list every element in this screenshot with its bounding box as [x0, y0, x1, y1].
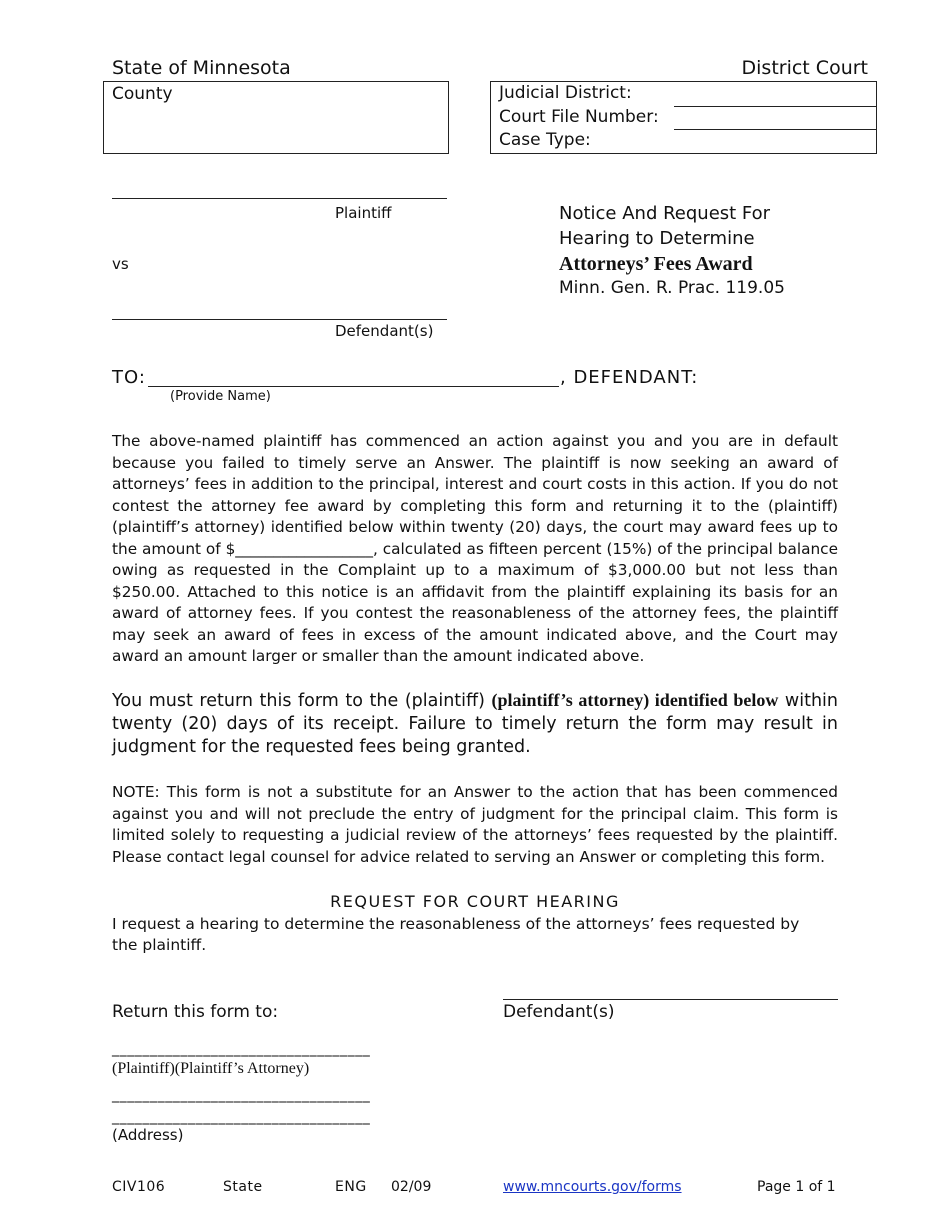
- title-line-1: Notice And Request For: [559, 203, 771, 224]
- defendant-name-field[interactable]: [148, 386, 559, 387]
- case-info-box: [490, 81, 877, 154]
- return-name-blank[interactable]: __________________________________: [112, 1041, 371, 1057]
- plaintiff-label: Plaintiff: [335, 204, 392, 222]
- page-number: Page 1 of 1: [757, 1179, 836, 1195]
- return-text-end: within twenty (20) days of its receipt. Failure to timely return the form may result in judgment for the requested fees being granted.: [112, 691, 838, 757]
- court-file-number-field[interactable]: [674, 129, 877, 130]
- request-heading: REQUEST FOR COURT HEARING: [330, 892, 620, 911]
- plaintiff-name-line[interactable]: [112, 198, 447, 199]
- address-blank-2[interactable]: __________________________________: [112, 1109, 371, 1125]
- defendant-to-label: , DEFENDANT:: [560, 367, 699, 388]
- title-rule: Minn. Gen. R. Prac. 119.05: [559, 278, 785, 298]
- title-line-3: Attorneys’ Fees Award: [559, 253, 753, 275]
- address-label: (Address): [112, 1126, 184, 1144]
- address-blank-1[interactable]: __________________________________: [112, 1087, 371, 1103]
- return-form-label: Return this form to:: [112, 1002, 279, 1022]
- case-type-label: Case Type:: [499, 130, 591, 150]
- vs-label: vs: [112, 255, 129, 273]
- return-text-bold: (plaintiff’s attorney) identified below: [491, 690, 779, 710]
- return-text-start: You must return this form to the (plaintiff): [112, 691, 492, 711]
- forms-link[interactable]: www.mncourts.gov/forms: [503, 1179, 682, 1195]
- judicial-district-label: Judicial District:: [499, 83, 632, 103]
- county-label: County: [112, 84, 173, 104]
- footer-form-code: CIV106: [112, 1179, 166, 1195]
- request-text: I request a hearing to determine the reasonableness of the attorneys’ fees requested by the plaintiff.: [112, 915, 800, 954]
- return-instructions: [112, 689, 838, 759]
- court-file-number-label: Court File Number:: [499, 107, 659, 127]
- footer-date: 02/09: [391, 1179, 432, 1195]
- title-line-2: Hearing to Determine: [559, 228, 755, 249]
- to-label: TO:: [112, 367, 146, 388]
- notice-paragraph: The above-named plaintiff has commenced an action against you and you are in default because you failed to timely serve an Answer. The plaintiff is now seeking an award of attorneys’ fees in addition to the principal, interest and court costs in this action. If you do not contest the attorney fee award by completing this form and returning it to the (plaintiff) (plaintiff’s attorney) identified below within twenty (20) days, the court may award fees up to the amount of $__________________, calculated as fifteen percent (15%) of the principal balance owing as requested in the Complaint up to a maximum of $3,000.00 but not less than $250.00. Attached to this notice is an affidavit from the plaintiff explaining its basis for an award of attorney fees. If you contest the reasonableness of the attorney fees, the plaintiff may seek an award of fees in excess of the amount indicated above, and the Court may award an amount larger or smaller than the amount indicated above.: [112, 432, 838, 665]
- plaintiff-attorney-label: (Plaintiff)(Plaintiff’s Attorney): [112, 1060, 310, 1077]
- note-paragraph: NOTE: This form is not a substitute for an Answer to the action that has been commenced against you and will not preclude the entry of judgment for the principal claim. This form is limited solely to requesting a judicial review of the attorneys’ fees requested by the plaintiff. Please contact legal counsel for advice related to serving an Answer or completing this form.: [112, 783, 838, 866]
- defendant-signature-label: Defendant(s): [503, 1002, 615, 1022]
- judicial-district-field[interactable]: [674, 106, 877, 107]
- provide-name-caption: (Provide Name): [170, 389, 271, 404]
- form-title: [559, 201, 859, 300]
- state-label: State of Minnesota: [112, 57, 291, 79]
- defendant-label: Defendant(s): [335, 322, 434, 340]
- county-box: [103, 81, 449, 154]
- footer-language: ENG: [335, 1179, 367, 1195]
- defendant-signature-line[interactable]: [503, 999, 838, 1000]
- defendant-name-line[interactable]: [112, 319, 447, 320]
- footer-jurisdiction: State: [223, 1179, 263, 1195]
- court-label: District Court: [741, 57, 868, 79]
